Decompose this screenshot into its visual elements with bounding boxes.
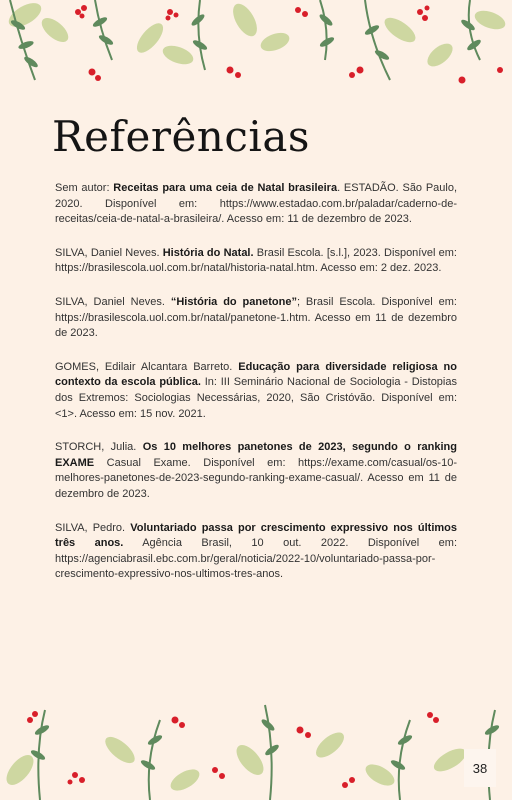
reference-details: ; Brasil Escola. Disponível em: https://brasilescola.uol.com.br/natal/panetone-1.htm. Acesso em 11 de dezembro de 2023.	[55, 295, 457, 340]
references-list	[55, 181, 457, 601]
reference-details: In: III Seminário Nacional de Sociologia - Distopias dos Extremos: Sociologias Necessárias, 2020, São Cristóvão. Disponível em: <1>. Acesso em: 15 nov. 2021.	[55, 376, 457, 420]
reference-title: Os 10 melhores panetones de 2023, segundo o ranking EXAME	[55, 441, 457, 469]
reference-author: SILVA, Pedro.	[55, 521, 131, 534]
reference-title: Voluntariado passa por crescimento expressivo nos últimos três anos.	[55, 521, 457, 550]
reference-title: Receitas para uma ceia de Natal brasileira	[113, 182, 338, 194]
page-number: 38	[464, 749, 496, 787]
reference-item	[55, 295, 457, 342]
reference-author: SILVA, Daniel Neves.	[55, 246, 163, 259]
christmas-foliage-border-icon	[0, 0, 512, 100]
reference-item	[55, 521, 457, 583]
christmas-foliage-border-icon	[0, 690, 512, 800]
reference-author: GOMES, Edilair Alcantara Barreto.	[55, 360, 239, 373]
reference-author: STORCH, Julia.	[55, 441, 143, 454]
reference-details: Casual Exame. Disponível em: https://exame.com/casual/os-10-melhores-panetones-de-2023-segundo-ranking-exame-casual/. Acesso em 11 de dezembro de 2023.	[55, 456, 457, 500]
reference-details: . ESTADÃO. São Paulo, 2020. Disponível em: https://www.estadao.com.br/paladar/caderno-de-receitas/ceia-de-natal-a-brasileira/. Acesso em: 11 de dezembro de 2023.	[55, 182, 458, 226]
reference-title: “História do panetone”	[170, 295, 297, 308]
reference-item	[55, 246, 457, 277]
page-title: Referências	[52, 112, 310, 161]
reference-details: Agência Brasil, 10 out. 2022. Disponível em: https://agenciabrasil.ebc.com.br/geral/noticia/2022-10/voluntariado-passa-por-crescimento-expressivo-nos-ultimos-tres-anos.	[55, 537, 457, 581]
reference-details: Brasil Escola. [s.l.], 2023. Disponível em: https://brasilescola.uol.com.br/natal/historia-natal.htm. Acesso em: 2 dez. 2023.	[55, 246, 457, 275]
reference-author: SILVA, Daniel Neves.	[55, 295, 171, 308]
reference-title: Educação para diversidade religiosa no contexto da escola pública.	[55, 360, 457, 389]
reference-item	[55, 440, 457, 502]
reference-title: História do Natal.	[162, 246, 254, 259]
reference-author: Sem autor:	[55, 182, 114, 194]
reference-item	[55, 181, 457, 228]
reference-item	[55, 360, 457, 422]
